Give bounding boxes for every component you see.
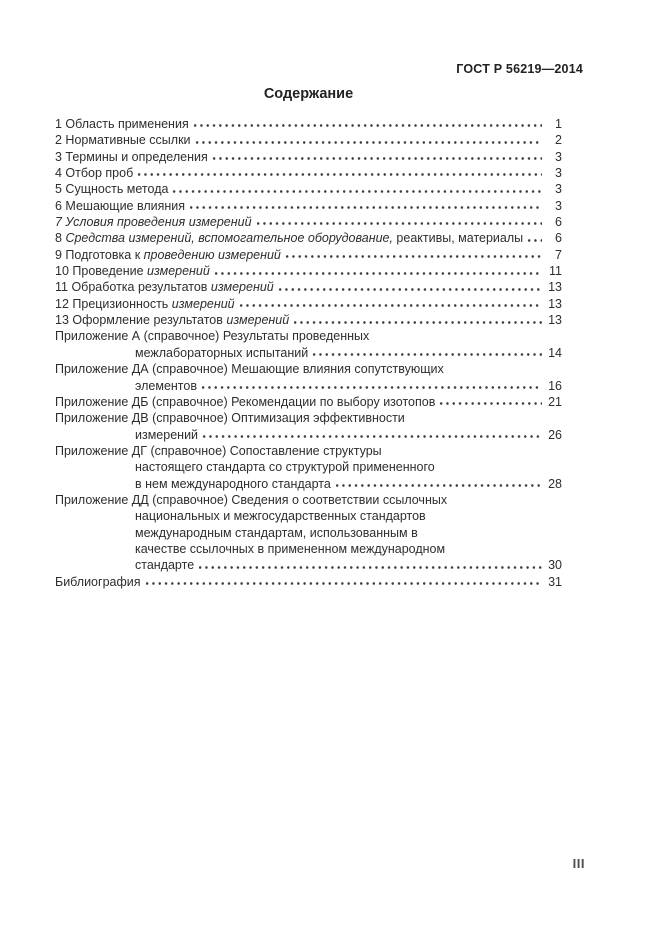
dot-leader [255,215,542,226]
toc-entry-text: 9 Подготовка к проведению измерений [55,247,281,262]
toc-row [55,395,562,411]
dot-leader [192,117,542,128]
toc-page-number: 6 [555,215,562,230]
toc-row [55,575,562,591]
dot-leader [171,182,542,193]
toc-page-number: 3 [555,198,562,213]
toc-row [55,248,562,264]
toc-entry-text: настоящего стандарта со структурой примененного [135,460,435,475]
toc-row [55,493,562,509]
toc-row [55,297,562,313]
toc-entry-text: 8 Средства измерений, вспомогательное оборудование, реактивы, материалы [55,231,524,246]
toc-entry-text: 6 Мешающие влияния [55,198,186,213]
toc-row [55,428,562,444]
toc-entry-text: 2 Нормативные ссылки [55,133,191,148]
toc-row [55,231,562,247]
toc-page-number: 26 [548,427,562,442]
toc-row [55,346,562,362]
toc-page-number: 13 [548,280,562,295]
toc-entry-text: 10 Проведение измерений [55,264,210,279]
toc-entry-text: Приложение ДГ (справочное) Сопоставление структуры [55,443,382,458]
toc-row [55,313,562,329]
dot-leader [526,231,542,242]
toc-page-number: 13 [548,296,562,311]
toc-page-number: 14 [548,345,562,360]
toc-page-number: 28 [548,476,562,491]
toc-entry-text: 5 Сущность метода [55,182,169,197]
toc-page-number: 16 [548,378,562,393]
dot-leader [334,477,542,488]
toc-row [55,166,562,182]
toc-entry-text: в нем международного стандарта [135,476,331,491]
standard-code: ГОСТ Р 56219—2014 [456,62,583,76]
dot-leader [438,395,542,406]
toc-row [55,558,562,574]
toc-row [55,264,562,280]
toc-page-number: 6 [555,231,562,246]
toc-page-number: 7 [555,247,562,262]
toc-entry-text: Приложение ДД (справочное) Сведения о соответствии ссылочных [55,492,448,507]
toc-row [55,199,562,215]
toc-page-number: 3 [555,149,562,164]
dot-leader [197,558,542,569]
toc-entry-text: Приложение ДВ (справочное) Оптимизация эффективности [55,411,405,426]
toc-page-number: 11 [549,264,562,279]
toc-row [55,182,562,198]
toc-entry-text: межлабораторных испытаний [135,345,309,360]
toc-page-number: 21 [548,394,562,409]
dot-leader [277,280,542,291]
toc-row [55,379,562,395]
toc-entry-text: 12 Прецизионность измерений [55,296,235,311]
toc-row [55,460,562,476]
table-of-contents [55,117,562,591]
toc-entry-text: Приложение ДБ (справочное) Рекомендации по выбору изотопов [55,394,436,409]
toc-entry-text: 7 Условия проведения измерений [55,215,252,230]
toc-page-number: 1 [555,117,562,131]
toc-row [55,215,562,231]
toc-page-number: 3 [555,182,562,197]
toc-entry-text: измерений [135,427,199,442]
page-number: III [572,856,585,871]
toc-entry-text: Приложение А (справочное) Результаты проведенных [55,329,370,344]
dot-leader [200,379,542,390]
page-title: Содержание [263,86,354,102]
dot-leader [292,313,542,324]
toc-page-number: 2 [555,133,562,148]
toc-entry-text: 3 Термины и определения [55,149,208,164]
toc-entry-text: национальных и межгосударственных стандартов [135,509,426,524]
dot-leader [136,166,542,177]
toc-row [55,526,562,542]
toc-row [55,133,562,149]
dot-leader [144,575,542,586]
toc-row [55,280,562,296]
toc-entry-text: 4 Отбор проб [55,166,134,181]
toc-entry-text: Библиография [55,574,141,589]
toc-entry-text: 13 Оформление результатов измерений [55,313,290,328]
toc-entry-text: 1 Область применения [55,117,189,131]
toc-row [55,509,562,525]
toc-page-number: 31 [548,574,562,589]
toc-row [55,444,562,460]
toc-row [55,411,562,427]
dot-leader [211,150,542,161]
dot-leader [201,428,542,439]
toc-page-number: 3 [555,166,562,181]
toc-row [55,117,562,133]
toc-entry-text: стандарте [135,558,195,573]
toc-entry-text: международным стандартам, использованным в [135,525,418,540]
toc-page-number: 30 [548,558,562,573]
toc-page-number: 13 [548,313,562,328]
toc-entry-text: 11 Обработка результатов измерений [55,280,274,295]
toc-row [55,329,562,345]
dot-leader [188,199,542,210]
toc-row [55,150,562,166]
toc-row [55,362,562,378]
dot-leader [284,248,542,259]
dot-leader [311,346,542,357]
toc-entry-text: Приложение ДА (справочное) Мешающие влияния сопутствующих [55,362,444,377]
toc-row [55,477,562,493]
dot-leader [194,133,542,144]
dot-leader [213,264,542,275]
toc-entry-text: качестве ссылочных в примененном международном [135,541,446,556]
toc-row [55,542,562,558]
toc-entry-text: элементов [135,378,197,393]
dot-leader [238,297,542,308]
